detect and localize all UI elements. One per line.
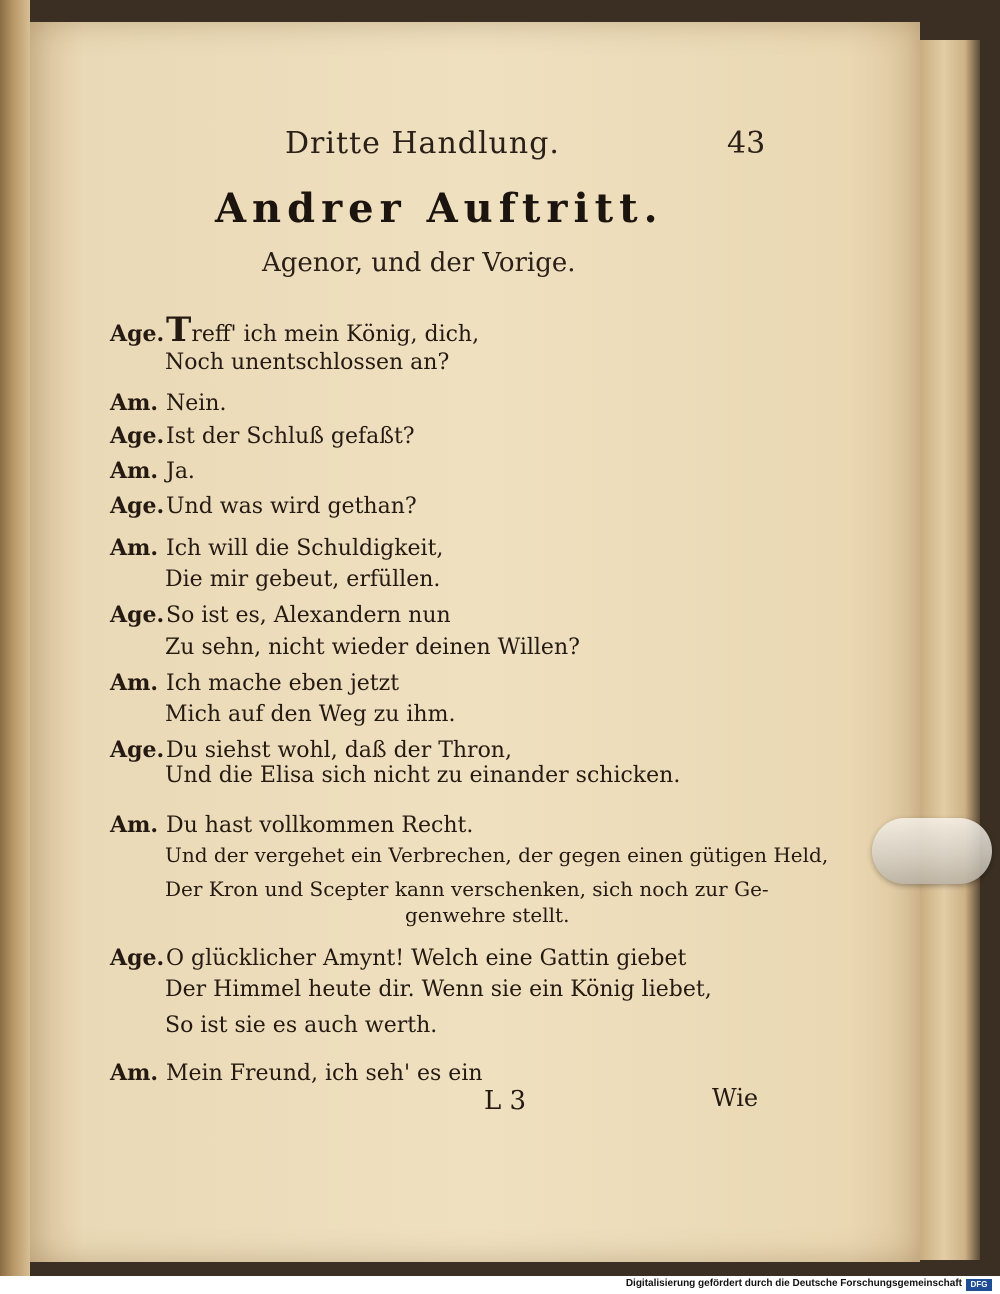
speaker-label: Am. [110,458,159,484]
page-stack-edge [920,40,980,1260]
speech-line [110,737,512,763]
speaker-label: Am. [110,390,159,416]
speaker-label: Age. [110,321,165,347]
speech-line [110,1060,483,1086]
verse-line: genwehre stellt. [405,903,570,927]
verse-text: O glücklicher Amynt! Welch eine Gattin giebet [166,946,687,971]
speech-line [110,423,415,449]
verse-text: Nein. [166,391,227,416]
verse-line: Mich auf den Weg zu ihm. [165,702,456,727]
verse-text: Du hast vollkommen Recht. [166,813,474,838]
speaker-label: Age. [110,602,165,628]
speaker-label: Am. [110,1060,159,1086]
verse-line: Zu sehn, nicht wieder deinen Willen? [165,635,580,660]
drop-initial: T [166,310,192,350]
previous-page-edge [0,0,30,1276]
verse-text: So ist es, Alexandern nun [166,603,451,628]
speech-line [110,390,226,416]
verse-text: Und was wird gethan? [166,494,417,519]
speaker-label: Am. [110,670,159,696]
speech-line [110,945,686,971]
speaker-label: Am. [110,535,159,561]
verse-line: Die mir gebeut, erfüllen. [165,567,441,592]
dfg-logo: DFG [966,1279,992,1291]
speaker-label: Age. [110,423,165,449]
verse-text: Ist der Schluß gefaßt? [166,424,415,449]
verse-text: Mein Freund, ich seh' es ein [166,1061,483,1086]
speech-line [110,310,479,350]
speaker-label: Am. [110,812,159,838]
speech-line [110,670,399,696]
verse-text: reff' ich mein König, dich, [191,322,480,347]
verse-line: Und der vergehet ein Verbrechen, der gegen einen gütigen Held, [165,843,829,867]
catchword: Wie [712,1084,759,1112]
verse-text: Ich will die Schuldigkeit, [166,536,444,561]
digitization-note: Digitalisierung gefördert durch die Deutsche Forschungsgemeinschaft [625,1278,962,1289]
signature-mark: L 3 [484,1086,527,1116]
verse-line: Noch unentschlossen an? [165,350,450,375]
speaker-label: Age. [110,737,165,763]
page-number: 43 [727,126,766,161]
page-clip [872,818,992,884]
speaker-label: Age. [110,493,165,519]
verse-line: Und die Elisa sich nicht zu einander schicken. [165,763,681,788]
verse-text: Du siehst wohl, daß der Thron, [166,738,512,763]
speech-line [110,458,195,484]
verse-line: Der Himmel heute dir. Wenn sie ein König liebet, [165,977,712,1002]
speech-line [110,602,451,628]
speech-line [110,493,417,519]
scene-persons: Agenor, und der Vorige. [262,248,576,278]
running-head: Dritte Handlung. [285,126,560,161]
verse-line: Der Kron und Scepter kann verschenken, sich noch zur Ge- [165,877,769,901]
speaker-label: Age. [110,945,165,971]
scene-title: Andrer Auftritt. [215,185,664,232]
speech-line [110,535,443,561]
speech-line [110,812,473,838]
verse-line: So ist sie es auch werth. [165,1013,438,1038]
verse-text: Ich mache eben jetzt [166,671,400,696]
verse-text: Ja. [166,459,195,484]
